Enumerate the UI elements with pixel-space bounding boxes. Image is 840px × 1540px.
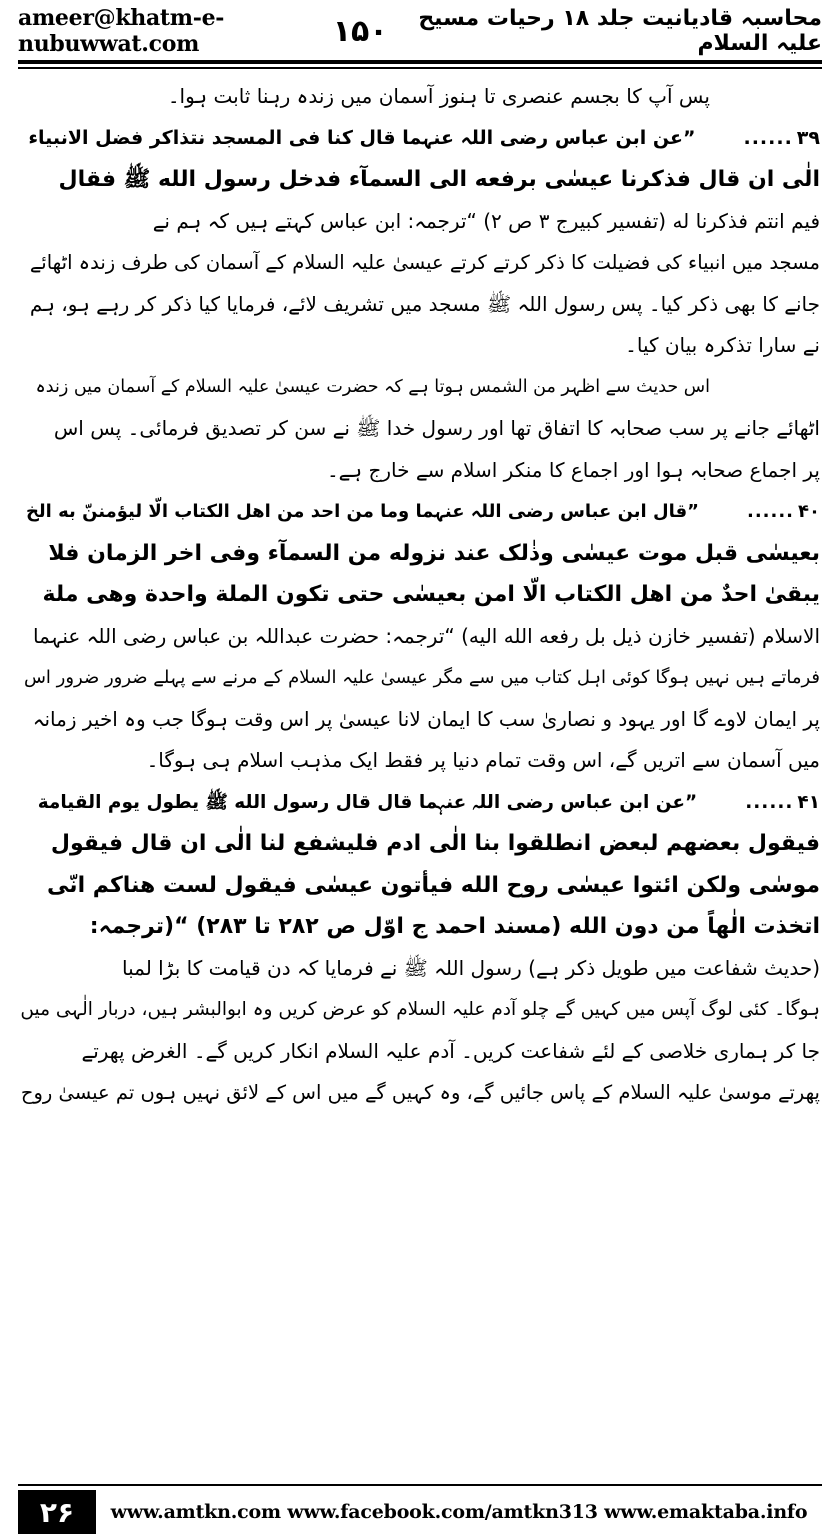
line-text: پر ایمان لاوے گا اور یہود و نصاریٰ سب کا ایمان لانا عیسیٰ پر اس وقت ہوگا جب وہ اخیر زمانہ [32,706,820,731]
line-text: نے سارا تذکرہ بیان کیا۔ [625,333,820,357]
line-text: پر اجماع صحابہ ہوا اور اجماع کا منکر اسلام سے خارج ہے۔ [326,457,820,482]
text-line [20,657,820,698]
line-text: موسٰی ولکن ائتوا عیسٰی روح الله فیأتون عیسٰی فیقول لست هناکم انّی [47,872,820,898]
text-line [20,408,820,449]
line-text: فیم انتم فذکرنا له (تفسیر کبیرج ۳ ص ۲) “ترجمہ: ابن عباس کہتے ہیں کہ ہم نے [152,208,820,233]
text-line [20,1031,820,1072]
text-line [20,782,820,823]
text-line [20,616,820,657]
text-line [20,740,820,781]
line-text: مسجد میں انبیاء کی فضیلت کا ذکر کرتے کرتے عیسیٰ علیہ السلام کے آسمان کی طرف زندہ اٹھائے [29,251,820,274]
header-email: ameer@khatm-e-nubuwwat.com [18,5,225,57]
line-text: فیقول بعضهم لبعض انطلقوا بنا الٰی ادم فلیشفع لنا الٰی ان قال فیقول [50,831,820,856]
header-rule-thin [18,67,822,69]
text-line [20,865,820,906]
line-text: جا کر ہماری خلاصی کے لئے شفاعت کریں۔ آدم علیہ السلام انکار کریں گے۔ الغرض پھرتے [81,1038,820,1063]
footer-rule [18,1484,822,1486]
header-book-title: محاسبہ قادیانیت جلد ۱۸ رحیات مسیح علیہ السلام [418,6,822,56]
line-text: اس حدیث سے اظہر من الشمس ہوتا ہے کہ حضرت عیسیٰ علیہ السلام کے آسمان میں زندہ [35,376,710,397]
line-text: ”عن ابن عباس رضی اللہ عنہما قال کنا فی المسجد نتذاکر فضل الانبیاء [28,126,696,149]
item-number: ۳۹ [796,126,820,149]
item-dots: ...... [743,126,793,149]
line-text: فرماتے ہیں نہیں ہوگا کوئی اہل کتاب میں سے مگر عیسیٰ علیہ السلام کے مرنے سے پہلے ضرور ضرور اس [23,667,820,688]
page-header [18,6,822,56]
text-line [20,159,820,200]
text-line [20,76,820,117]
header-rule-thick [18,60,822,64]
footer-page-number: ۲۶ [18,1490,96,1534]
text-line [20,699,820,740]
text-line [20,906,820,947]
document-body [20,76,820,1480]
line-text: (حدیث شفاعت میں طویل ذکر ہے) رسول اللہ ﷺ نے فرمایا کہ دن قیامت کا بڑا لمبا [122,955,820,980]
line-text: یبقیٰ احدٌ من اهل الکتاب الّا امن بعیسٰی حتی تکون الملة واحدة وهی ملة [42,582,820,607]
text-line [20,574,820,615]
text-line [20,450,820,491]
line-text: پھرتے موسیٰ علیہ السلام کے پاس جائیں گے، وہ کہیں گے میں اس کے لائق نہیں ہوں تم عیسیٰ روح [20,1081,820,1104]
text-line [20,533,820,574]
footer-links: www.amtkn.com www.facebook.com/amtkn313 www.emaktaba.info [110,1501,808,1523]
text-line [20,201,820,242]
header-page-number: ۱۵۰ [332,13,388,49]
text-line [20,118,820,159]
text-line [20,491,820,532]
text-line [20,367,820,408]
text-line [20,1072,820,1113]
page-footer [18,1490,822,1534]
item-dots: ...... [746,501,795,522]
line-text: الاسلام (تفسیر خازن ذیل بل رفعه الله الیه) “ترجمہ: حضرت عبداللہ بن عباس رضی اللہ عنہما [32,623,820,648]
line-text: ہوگا۔ کئی لوگ آپس میں کہیں گے چلو آدم علیہ السلام کو عرض کریں وہ ابوالبشر ہیں، دربار الٰہی میں [20,999,820,1020]
line-text: الٰی ان قال فذکرنا عیسٰی برفعه الی السمآء فدخل رسول الله ﷺ فقال [58,167,820,192]
line-text: پس آپ کا بجسم عنصری تا ہنوز آسمان میں زندہ رہنا ثابت ہوا۔ [167,84,710,108]
line-text: جانے کا بھی ذکر کیا۔ پس رسول اللہ ﷺ مسجد میں تشریف لائے، فرمایا کیا ذکر کر رہے ہو، ہم [29,291,820,316]
text-line [20,823,820,864]
item-number: ۴۱ [797,791,820,813]
line-text: میں آسمان سے اتریں گے، اس وقت تمام دنیا پر فقط ایک مذہب اسلام ہی ہوگا۔ [146,748,820,772]
text-line [20,325,820,366]
line-text: ”عن ابن عباس رضی اللہ عنہما قال قال رسول الله ﷺ یطول یوم القیامة [37,791,698,813]
text-line [20,284,820,325]
text-line [20,242,820,283]
item-number: ۴۰ [798,501,820,522]
line-text: اتخذت الٰهاً من دون الله (مسند احمد ج اوّل ص ۲۸۲ تا ۲۸۳) “(ترجمہ: [89,914,820,939]
item-dots: ...... [745,791,794,813]
text-line [20,948,820,989]
text-line [20,989,820,1030]
header-left [18,5,388,57]
line-text: ”قال ابن عباس رضی اللہ عنہما وما من احد من اهل الکتاب الّا لیؤمننّ به الخ [25,501,699,522]
line-text: بعیسٰی قبل موت عیسٰی وذٰلک عند نزوله من السمآء وفی اخر الزمان فلا [48,540,820,566]
line-text: اٹھائے جانے پر سب صحابہ کا اتفاق تھا اور رسول خدا ﷺ نے سن کر تصدیق فرمائی۔ پس اس [53,416,820,440]
